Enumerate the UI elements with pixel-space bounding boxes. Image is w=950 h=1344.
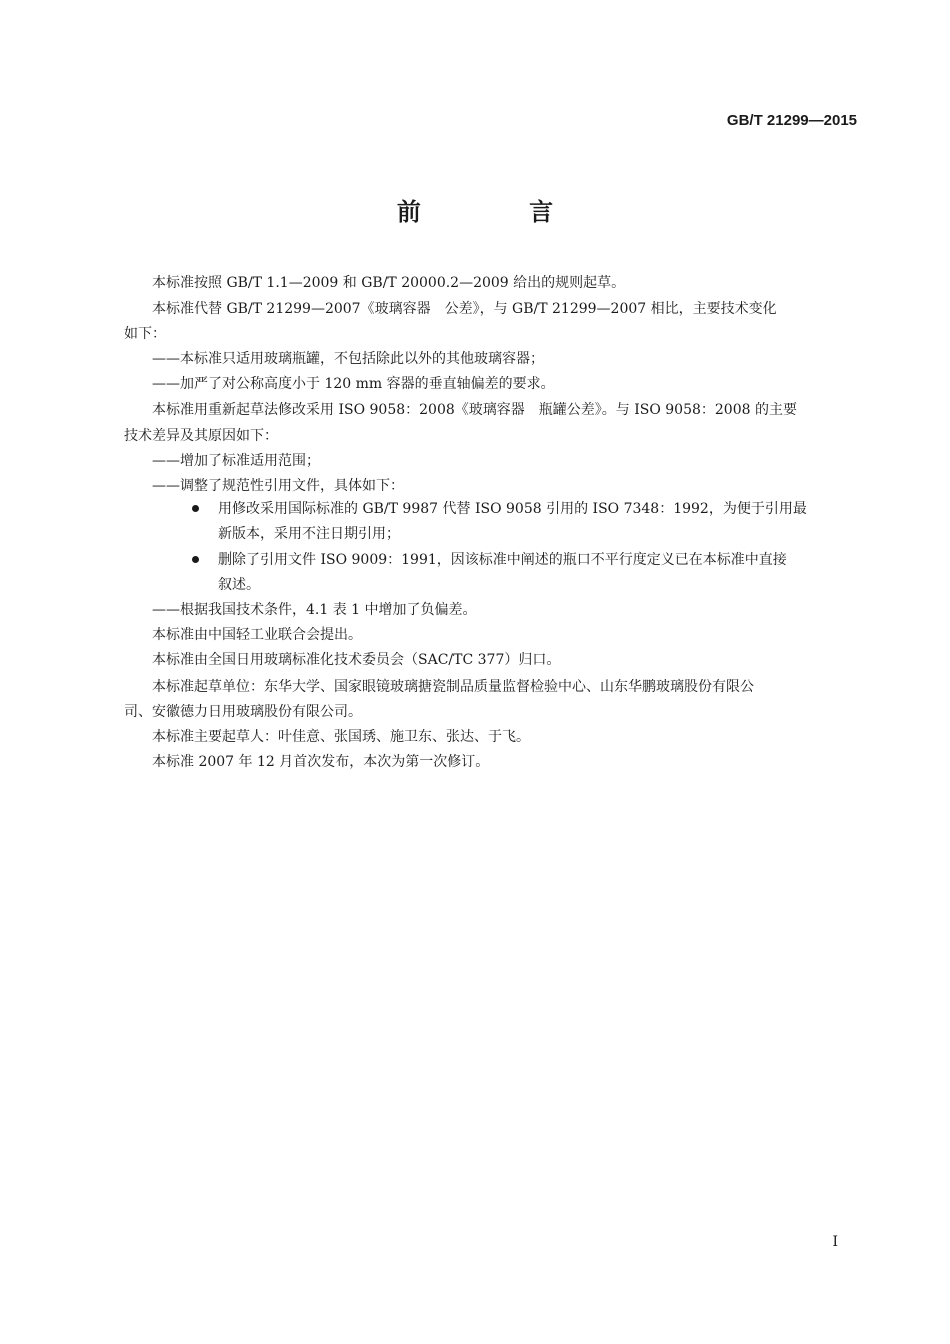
bullet-icon (192, 505, 199, 512)
paragraph-line: 如下： (124, 326, 166, 342)
list-item: ——根据我国技术条件，4.1 表 1 中增加了负偏差。 (152, 602, 477, 618)
bullet-item: 新版本，采用不注日期引用； (218, 526, 400, 542)
list-item: ——调整了规范性引用文件，具体如下： (152, 478, 404, 494)
page-number: I (832, 1234, 838, 1250)
paragraph-line: 本标准按照 GB/T 1.1—2009 和 GB/T 20000.2—2009 给出的规则起草。 (152, 275, 626, 291)
paragraph-line: 本标准由中国轻工业联合会提出。 (152, 627, 362, 643)
bullet-item: 叙述。 (218, 577, 260, 593)
paragraph-line: 本标准用重新起草法修改采用 ISO 9058：2008《玻璃容器 瓶罐公差》。与 ISO 9058：2008 的主要 (152, 402, 797, 418)
list-item: ——增加了标准适用范围； (152, 453, 320, 469)
paragraph-line: 本标准 2007 年 12 月首次发布，本次为第一次修订。 (152, 754, 490, 770)
bullet-icon (192, 556, 199, 563)
paragraph-line: 本标准代替 GB/T 21299—2007《玻璃容器 公差》，与 GB/T 21299—2007 相比，主要技术变化 (152, 301, 777, 317)
paragraph-line: 司、安徽德力日用玻璃股份有限公司。 (124, 704, 362, 720)
paragraph-line: 技术差异及其原因如下： (124, 428, 278, 444)
list-item: ——本标准只适用玻璃瓶罐，不包括除此以外的其他玻璃容器； (152, 351, 544, 367)
page-title: 前 言 (396, 197, 604, 226)
paragraph-line: 本标准主要起草人：叶佳意、张国琇、施卫东、张达、于飞。 (152, 729, 530, 745)
list-item: ——加严了对公称高度小于 120 mm 容器的垂直轴偏差的要求。 (152, 376, 555, 392)
standard-number: GB/T 21299—2015 (726, 112, 857, 129)
bullet-item: 删除了引用文件 ISO 9009：1991，因该标准中阐述的瓶口不平行度定义已在本标准中直接 (218, 552, 787, 568)
paragraph-line: 本标准起草单位：东华大学、国家眼镜玻璃搪瓷制品质量监督检验中心、山东华鹏玻璃股份有限公 (152, 679, 754, 695)
bullet-item: 用修改采用国际标准的 GB/T 9987 代替 ISO 9058 引用的 ISO 7348：1992，为便于引用最 (218, 501, 807, 517)
paragraph-line: 本标准由全国日用玻璃标准化技术委员会（SAC/TC 377）归口。 (152, 652, 561, 668)
